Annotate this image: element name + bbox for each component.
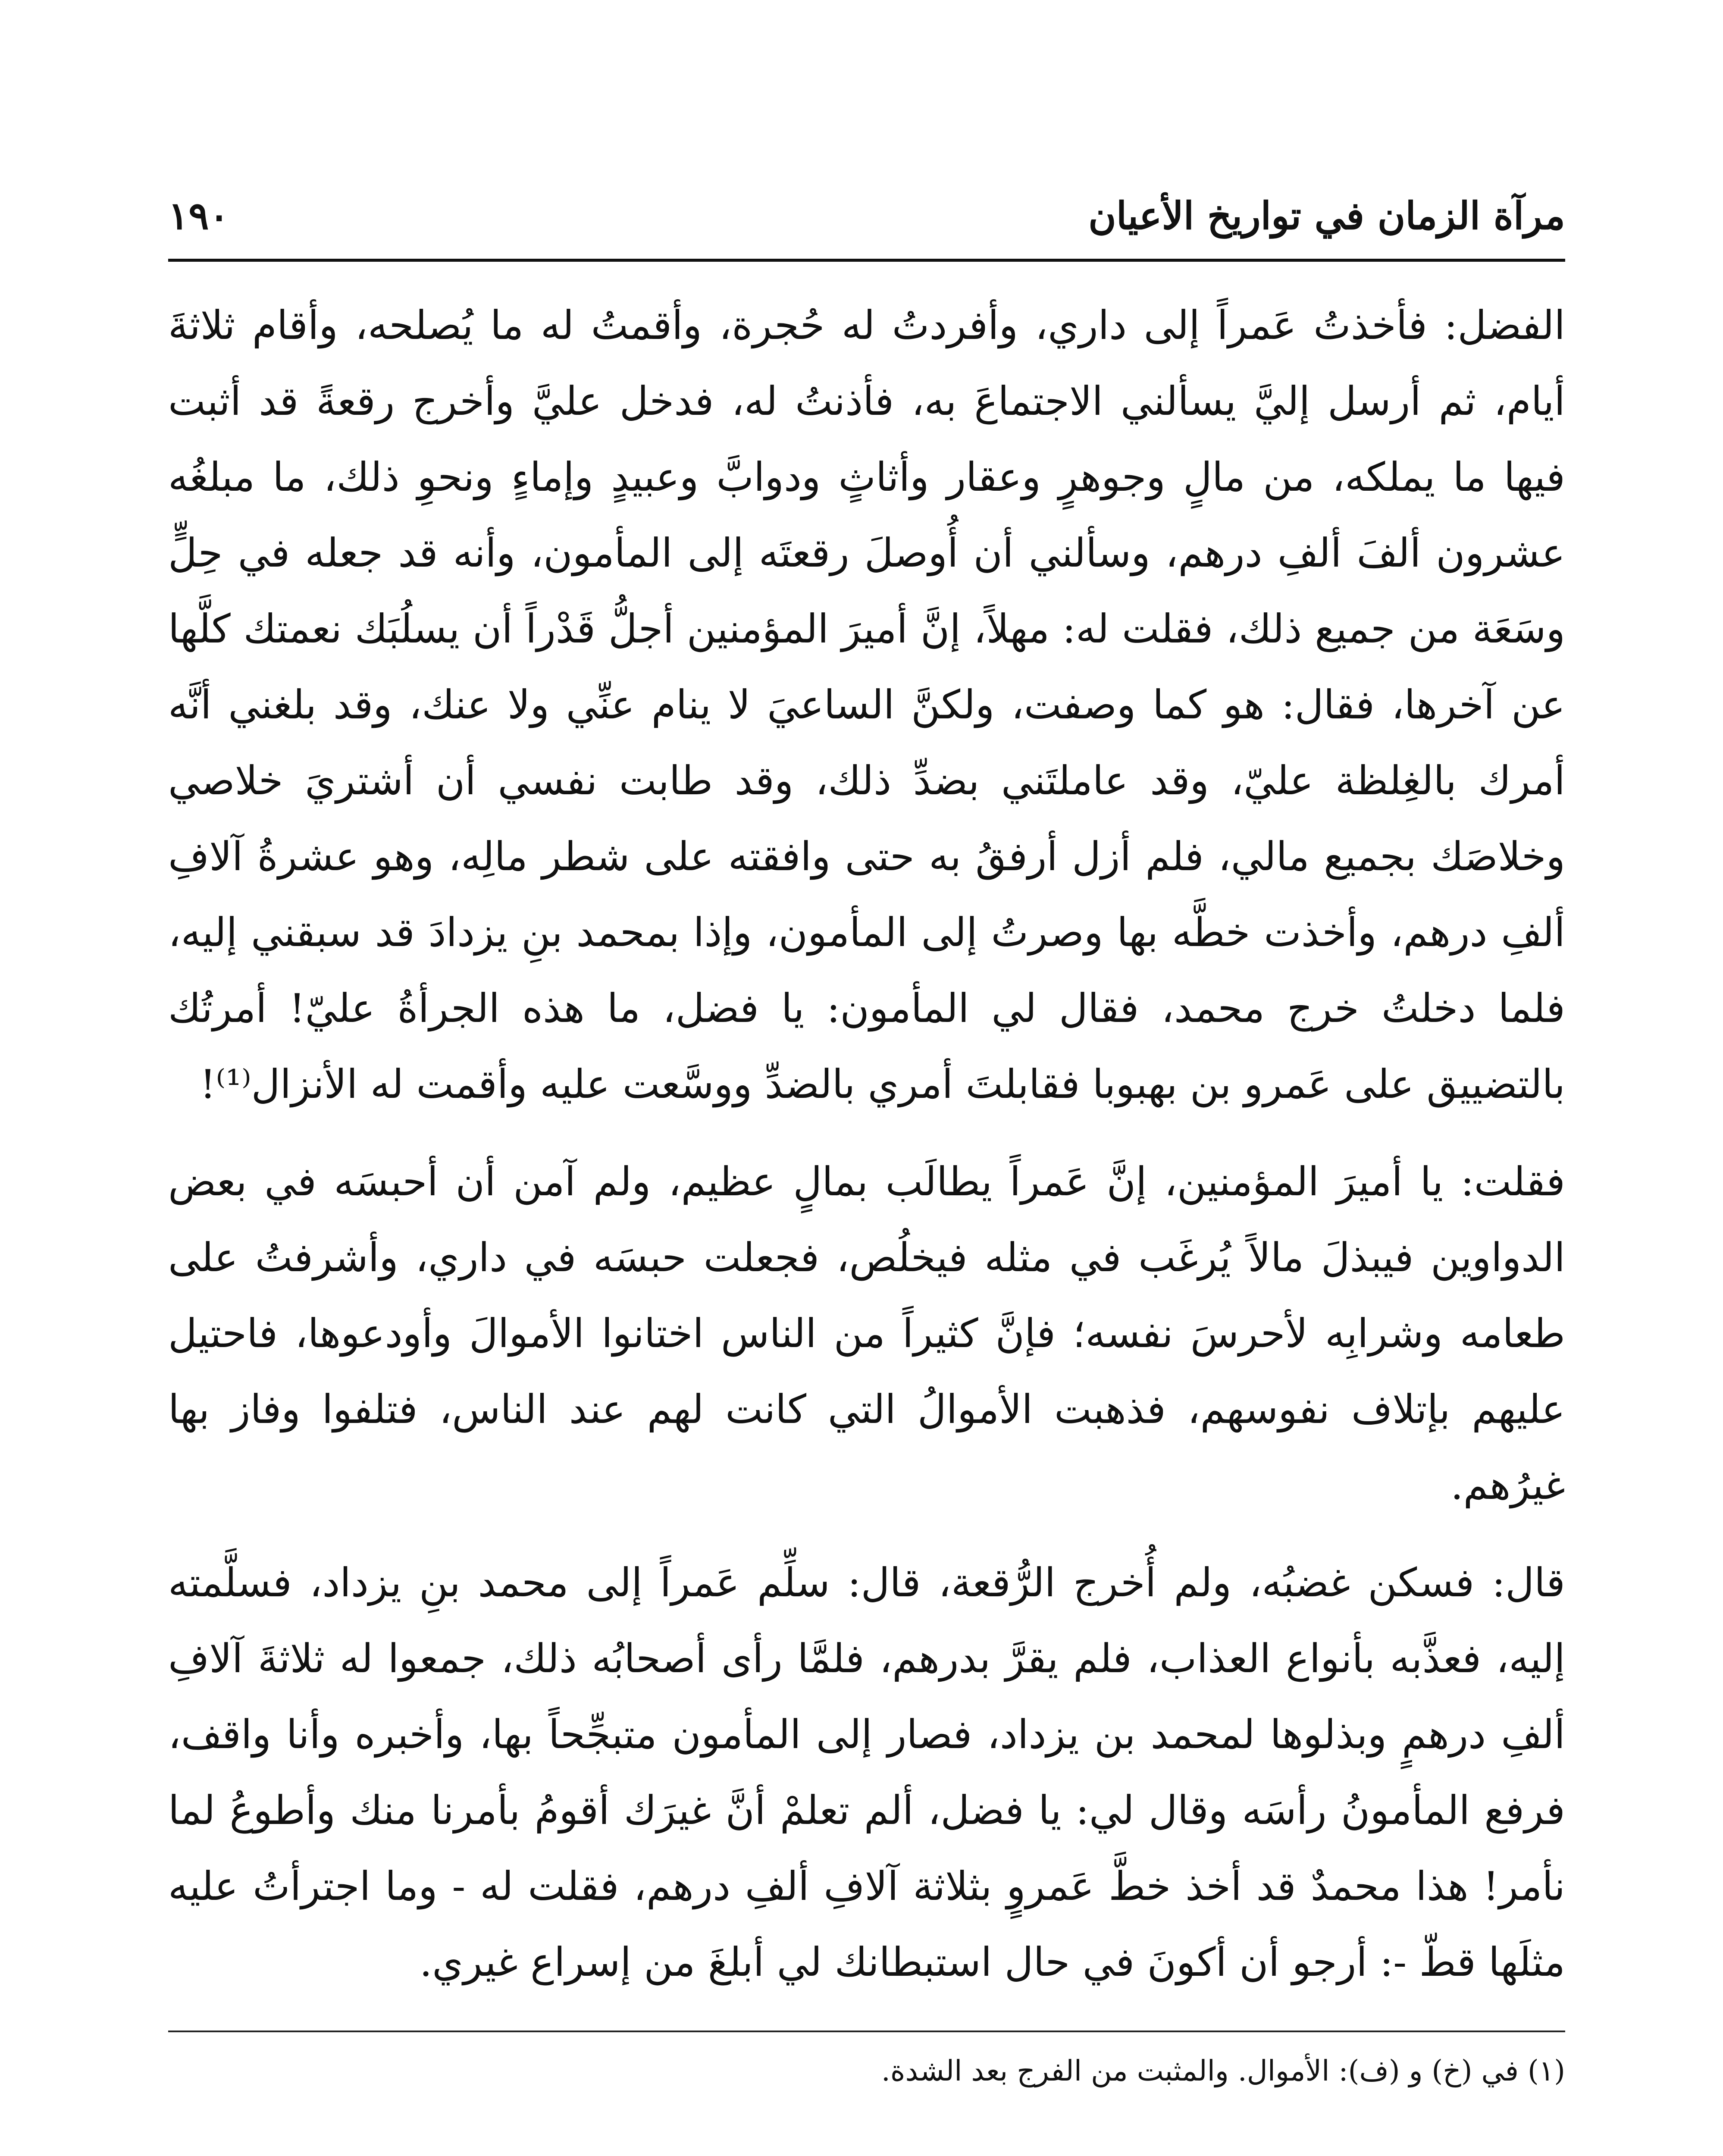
footnote-1: (١) في (خ) و (ف): الأموال. والمثبت من الفرج بعد الشدة.: [881, 2054, 1565, 2087]
book-page: [168, 142, 1565, 2156]
page-number: ١٩٠: [168, 193, 229, 238]
running-header: [168, 142, 1565, 262]
paragraph-3: قال: فسكن غضبُه، ولم أُخرج الرُّقعة، قال: سلِّم عَمراً إلى محمد بنِ يزداد، فسلَّمته إليه، فعذَّبه بأنواع العذاب، فلم يقرَّ بدرهم، فلمَّا رأى أصحابُه ذلك، جمعوا له ثلاثةَ آلافِ ألفِ درهمٍ وبذلوها لمحمد بن يزداد، فصار إلى المأمون متبجِّحاً بها، وأخبره وأنا واقف، فرفع المأمونُ رأسَه وقال لي: يا فضل، ألم تعلمْ أنَّ غيرَك أقومُ بأمرنا منك وأطوعُ لما نأمر! هذا محمدٌ قد أخذ خطَّ عَمروٍ بثلاثة آلافِ ألفِ درهم، فقلت له - وما اجترأتُ عليه مثلَها قطّ -: أرجو أن أكونَ في حال استبطانك لي أبلغَ من إسراع غيري.: [168, 1560, 1565, 1985]
paragraph-1: الفضل: فأخذتُ عَمراً إلى داري، وأفردتُ له حُجرة، وأقمتُ له ما يُصلحه، وأقام ثلاثةَ أيام، ثم أرسل إليَّ يسألني الاجتماعَ به، فأذنتُ له، فدخل عليَّ وأخرج رقعةً قد أثبت فيها ما يملكه، من مالٍ وجوهرٍ وعقار وأثاثٍ ودوابَّ وعبيدٍ وإماءٍ ونحوِ ذلك، ما مبلغُه عشرون ألفَ ألفِ درهم، وسألني أن أُوصلَ رقعتَه إلى المأمون، وأنه قد جعله في حِلٍّ وسَعَة من جميع ذلك، فقلت له: مهلاً، إنَّ أميرَ المؤمنين أجلُّ قَدْراً أن يسلُبَك نعمتك كلَّها عن آخرها، فقال: هو كما وصفت، ولكنَّ الساعيَ لا ينام عنِّي ولا عنك، وقد بلغني أنَّه أمرك بالغِلظة عليّ، وقد عاملتَني بضدِّ ذلك، وقد طابت نفسي أن أشتريَ خلاصي وخلاصَك بجميع مالي، فلم أزل أرفقُ به حتى وافقته على شطر مالِه، وهو عشرةُ آلافِ ألفِ درهم، وأخذت خطَّه بها وصرتُ إلى المأمون، وإذا بمحمد بنِ يزدادَ قد سبقني إليه، فلما دخلتُ خرج محمد، فقال لي المأمون: يا فضل، ما هذه الجرأةُ عليّ! أمرتُك بالتضييق على عَمرو بن بهبوبا فقابلتَ أمري بالضدِّ ووسَّعت عليه وأقمت له الأنزال⁽¹⁾!: [168, 302, 1566, 1107]
footnote-separator: [168, 2031, 1565, 2032]
main-text: [168, 288, 1565, 2000]
paragraph-2: فقلت: يا أميرَ المؤمنين، إنَّ عَمراً يطالَب بمالٍ عظيم، ولم آمن أن أحبسَه في بعض الدواوين فيبذلَ مالاً يُرغَب في مثله فيخلُص، فجعلت حبسَه في داري، وأشرفتُ على طعامه وشرابِه لأحرسَ نفسه؛ فإنَّ كثيراً من الناس اختانوا الأموالَ وأودعوها، فاحتيل عليهم بإتلاف نفوسهم، فذهبت الأموالُ التي كانت لهم عند الناس، فتلفوا وفاز بها غيرُهم.: [168, 1159, 1565, 1508]
book-title: مرآة الزمان في تواريخ الأعيان: [1088, 193, 1565, 238]
